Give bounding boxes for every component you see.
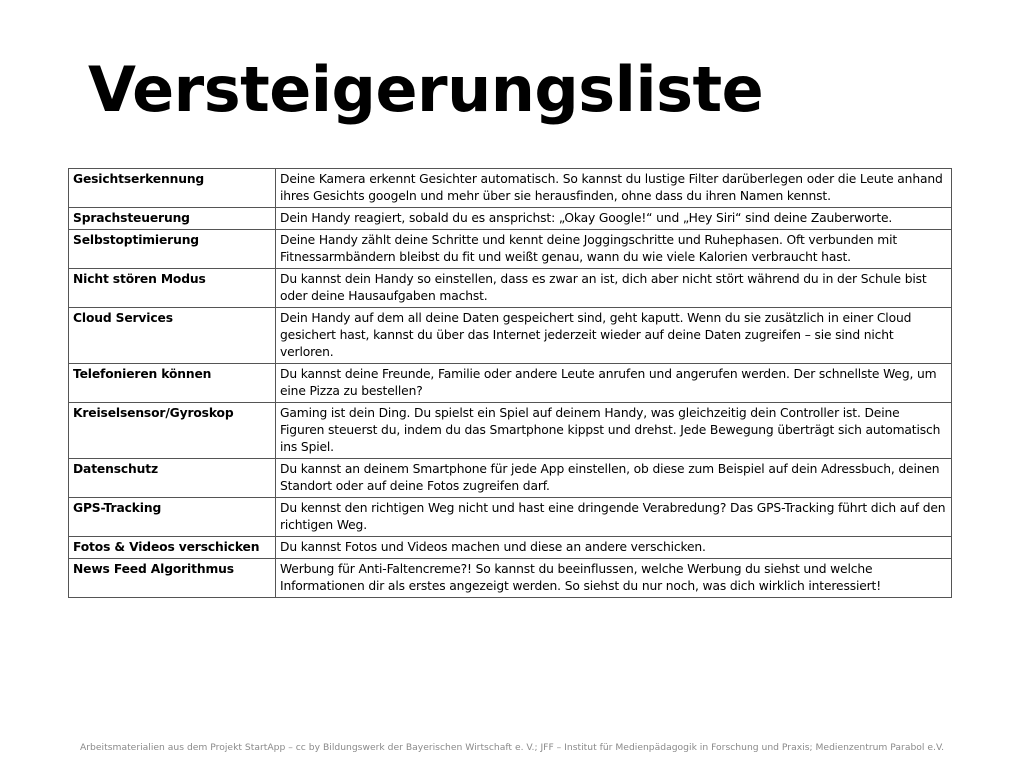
feature-description: Dein Handy auf dem all deine Daten gespeichert sind, geht kaputt. Wenn du sie zusätzlich in einer Cloud gesichert hast, kannst du über das Internet jederzeit wieder auf deine Daten zugreifen – sie sind nicht verloren. (276, 308, 952, 364)
table-row (69, 230, 952, 269)
table-row (69, 559, 952, 598)
feature-description: Deine Kamera erkennt Gesichter automatisch. So kannst du lustige Filter darüberlegen oder die Leute anhand ihres Gesichts googeln und mehr über sie herausfinden, ohne dass du ihren Namen kennst. (276, 169, 952, 208)
feature-name: Cloud Services (69, 308, 276, 364)
feature-name: News Feed Algorithmus (69, 559, 276, 598)
table-row (69, 269, 952, 308)
feature-name: Kreiselsensor/Gyroskop (69, 403, 276, 459)
table-row (69, 459, 952, 498)
footer-credits: Arbeitsmaterialien aus dem Projekt StartApp – cc by Bildungswerk der Bayerischen Wirtschaft e. V.; JFF – Institut für Medienpädagogik in Forschung und Praxis; Medienzentrum Parabol e.V. (80, 742, 944, 753)
feature-description: Du kennst den richtigen Weg nicht und hast eine dringende Verabredung? Das GPS-Tracking führt dich auf den richtigen Weg. (276, 498, 952, 537)
feature-description: Gaming ist dein Ding. Du spielst ein Spiel auf deinem Handy, was gleichzeitig dein Controller ist. Deine Figuren steuerst du, indem du das Smartphone kippst und drehst. Jede Bewegung überträgt sich automatisch ins Spiel. (276, 403, 952, 459)
feature-name: Fotos & Videos verschicken (69, 537, 276, 559)
feature-description: Deine Handy zählt deine Schritte und kennt deine Joggingschritte und Ruhephasen. Oft verbunden mit Fitnessarmbändern bleibst du fit und weißt genau, wann du wie viele Kalorien verbraucht hast. (276, 230, 952, 269)
feature-description: Dein Handy reagiert, sobald du es ansprichst: „Okay Google!“ und „Hey Siri“ sind deine Zauberworte. (276, 208, 952, 230)
feature-description: Du kannst Fotos und Videos machen und diese an andere verschicken. (276, 537, 952, 559)
table-row (69, 403, 952, 459)
feature-name: Sprachsteuerung (69, 208, 276, 230)
feature-name: Datenschutz (69, 459, 276, 498)
auction-table (68, 168, 952, 598)
feature-name: Telefonieren können (69, 364, 276, 403)
feature-name: Gesichtserkennung (69, 169, 276, 208)
feature-name: Selbstoptimierung (69, 230, 276, 269)
feature-description: Du kannst deine Freunde, Familie oder andere Leute anrufen und angerufen werden. Der schnellste Weg, um eine Pizza zu bestellen? (276, 364, 952, 403)
table-row (69, 498, 952, 537)
table-row (69, 308, 952, 364)
feature-name: Nicht stören Modus (69, 269, 276, 308)
table-row (69, 169, 952, 208)
feature-description: Du kannst dein Handy so einstellen, dass es zwar an ist, dich aber nicht stört während du in der Schule bist oder deine Hausaufgaben machst. (276, 269, 952, 308)
table-row (69, 208, 952, 230)
feature-description: Werbung für Anti-Faltencreme?! So kannst du beeinflussen, welche Werbung du siehst und welche Informationen dir als erstes angezeigt werden. So siehst du nur noch, was dich wirklich interessiert! (276, 559, 952, 598)
page-title: Versteigerungsliste (88, 53, 764, 126)
table-row (69, 364, 952, 403)
feature-description: Du kannst an deinem Smartphone für jede App einstellen, ob diese zum Beispiel auf dein Adressbuch, deinen Standort oder auf deine Fotos zugreifen darf. (276, 459, 952, 498)
table-row (69, 537, 952, 559)
feature-name: GPS-Tracking (69, 498, 276, 537)
